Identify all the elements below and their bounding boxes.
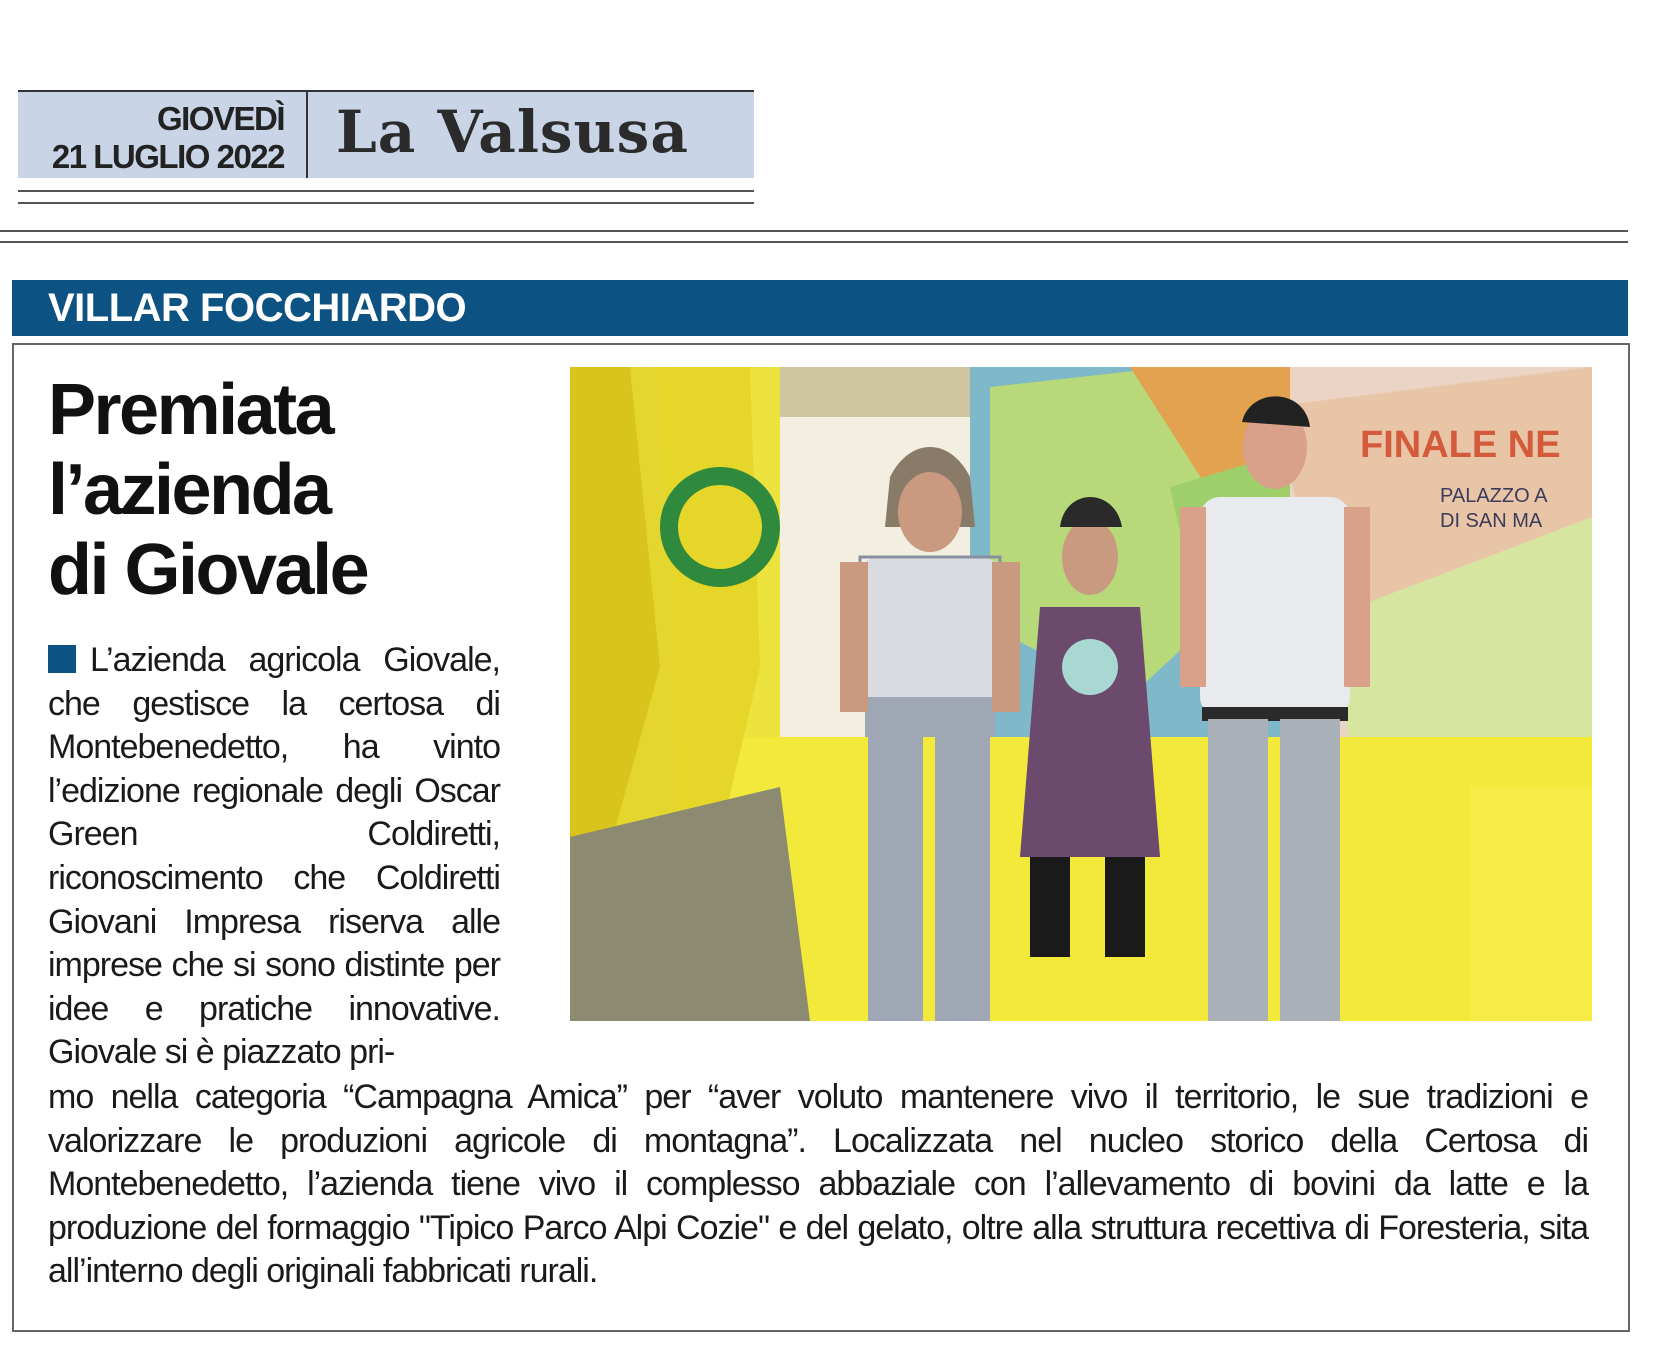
headline-line-3: di Giovale: [48, 530, 368, 610]
paragraph-marker-icon: [48, 645, 76, 673]
masthead-rule-1: [18, 190, 754, 192]
section-title: VILLAR FOCCHIARDO: [48, 286, 467, 330]
newspaper-logo: La Valsusa: [336, 98, 689, 166]
masthead-divider: [306, 92, 308, 178]
photo-venue-line-2: DI SAN MA: [1440, 510, 1543, 532]
page-rule-2: [0, 241, 1628, 243]
masthead: [18, 90, 754, 178]
article-wide-text: mo nella categoria “Campagna Amica” per “aver voluto mantenere vivo il territorio, le sue tradizioni e valorizzare le produzioni agricole di montagna”. Localizzata nel nucleo storico della Certosa di Montebenedetto, l’azienda tiene vivo il complesso abbaziale con l’allevamento di bovini da latte e la produzione del formaggio "Tipico Parco Alpi Cozie" e del gelato, oltre alla struttura recettiva di Foresteria, sita all’interno degli originali fabbricati rurali.: [48, 1078, 1588, 1291]
masthead-rule-2: [18, 202, 754, 204]
issue-full-date: 21 LUGLIO 2022: [51, 138, 284, 175]
headline-line-1: Premiata: [48, 370, 333, 450]
issue-day: GIOVEDÌ: [156, 100, 284, 137]
article-column-text: [48, 639, 500, 1075]
column-text: L’azienda agricola Giovale, che gestisce la certosa di Montebenedetto, ha vinto l’edizione regionale degli Oscar Green Coldiretti, riconoscimento che Coldiretti Giovani Impresa riserva alle imprese che si sono distinte per idee e pratiche innovative. Giovale si è piazzato pri-: [48, 641, 500, 1072]
award-photo: [570, 367, 1592, 1021]
page-rule-1: [0, 230, 1628, 232]
issue-date: [18, 100, 284, 176]
section-banner: [12, 280, 1628, 336]
photo-venue-line-1: PALAZZO A: [1440, 485, 1548, 507]
headline-line-2: l’azienda: [48, 450, 330, 530]
photo-banner-text: FINALE NE: [1360, 424, 1561, 466]
article-headline: [48, 370, 548, 610]
